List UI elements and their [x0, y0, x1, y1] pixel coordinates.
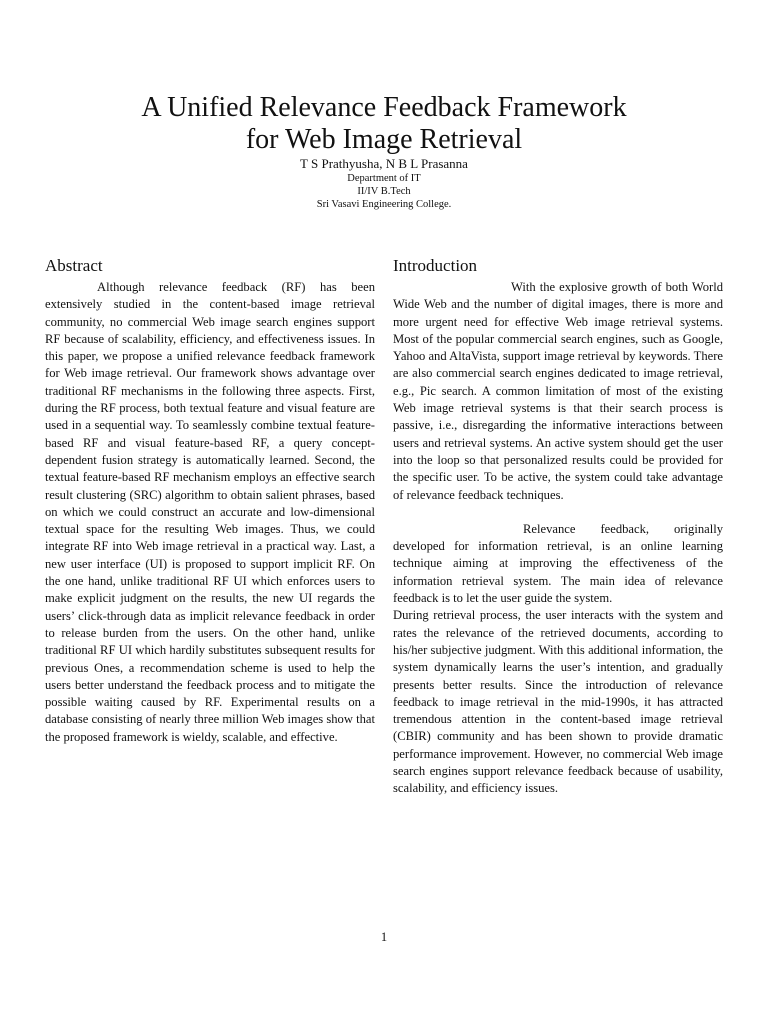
page-number: 1 — [380, 930, 388, 944]
author-year: II/IV B.Tech — [357, 186, 411, 197]
paper-title-line-1: A Unified Relevance Feedback Framework — [141, 92, 627, 123]
abstract-text: Although relevance feedback (RF) has been extensively studied in the content-based image retrieval community, no commercial Web image search engines support RF because of scalability, efficiency, and effectiveness issues. In this paper, we propose a unified relevance feedback framework for Web image retrieval. Our framework shows advantage over traditional RF mechanisms in the following three aspects. First, during the RF process, both textual feature and visual feature are used in a sequential way. To seamlessly combine textual feature-based RF and visual feature-based RF, a query concept-dependent fusion strategy is automatically learned. Second, the textual feature-based RF mechanism employs an effective search result clustering (SRC) algorithm to obtain salient phrases, based on which we could construct an accurate and low-dimensional textual space for the resulting Web images. Thus, we could integrate RF into Web image retrieval in a practical way. Last, a new user interface (UI) is proposed to support implicit RF. On the one hand, unlike traditional RF UI which enforces users to make explicit judgment on the results, the new UI regards the users’ click-through data as implicit relevance feedback in order to release burden from the users. On the other hand, unlike traditional RF UI which hardily substitutes subsequent results for previous Ones, a recommendation scheme is used to help the users better understand the feedback process and to mitigate the possible waiting caused by RF. Experimental results on a database consisting of nearly three million Web images show that the proposed framework is wieldy, scalable, and effective. — [45, 280, 375, 744]
paper-header — [0, 92, 768, 211]
introduction-paragraph-3: During retrieval process, the user interacts with the system and rates the relevance of the retrieved documents, according to his/her subjective judgment. With this additional information, the system dynamically learns the user’s intention, and gradually presents better results. Since the introduction of relevance feedback to image retrieval in the mid-1990s, it has attracted tremendous attention in the content-based image retrieval (CBIR) community and has been shown to provide dramatic performance improvement. However, no commercial Web image search engines support relevance feedback because of usability, scalability, and efficiency issues. — [393, 608, 723, 796]
introduction-heading: Introduction — [393, 256, 478, 275]
author-department: Department of IT — [347, 173, 421, 184]
paper-title-line-2: for Web Image Retrieval — [245, 124, 523, 155]
abstract-heading: Abstract — [45, 256, 103, 275]
author-college: Sri Vasavi Engineering College. — [316, 199, 452, 210]
paper-authors: T S Prathyusha, N B L Prasanna — [300, 156, 468, 171]
paragraph-gap — [393, 504, 723, 521]
introduction-paragraph-2: Relevance feedback, originally developed for information retrieval, is an online learning technique aiming at improving the effectiveness of the information retrieval system. The main idea of relevance feedback is to let the user guide the system. — [393, 521, 723, 606]
left-column — [45, 256, 375, 746]
introduction-paragraph-1: With the explosive growth of both World Wide Web and the number of digital images, there is more and more urgent need for effective Web image retrieval systems. Most of the popular commercial search engines, such as Google, Yahoo and AltaVista, support image retrieval by keywords. There are also commercial search engines dedicated to image retrieval, e.g., Pic search. A common limitation of most of the existing Web image retrieval systems is that their search process is passive, i.e., disregarding the informative interactions between users and retrieval systems. An active system should get the user into the loop so that personalized results could be provided for the specific user. To be active, the system could take advantage of relevance feedback techniques. — [393, 280, 723, 502]
right-column — [393, 256, 723, 798]
